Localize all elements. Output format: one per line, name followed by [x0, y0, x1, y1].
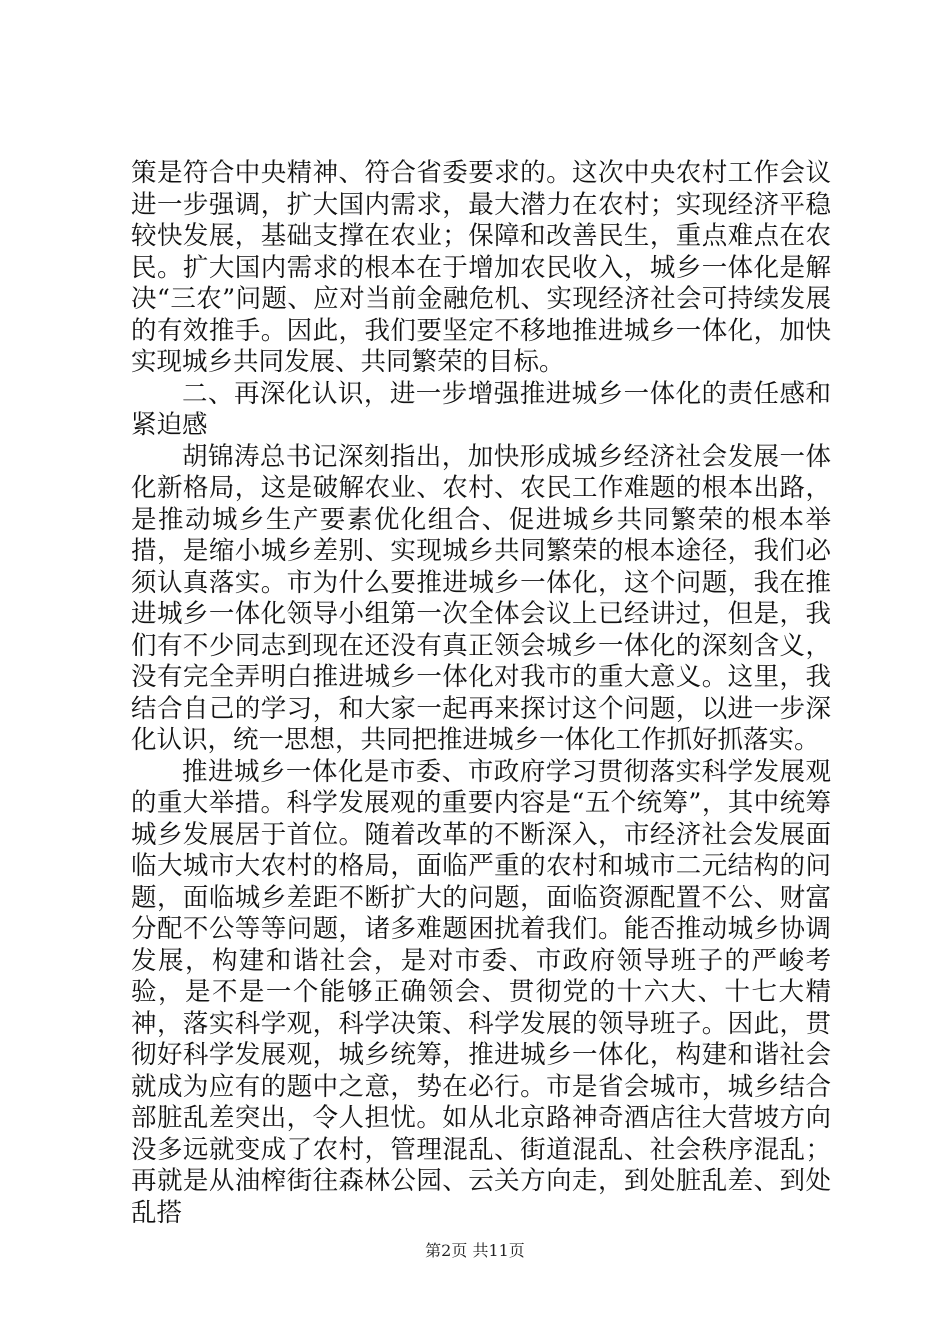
page-number-footer: 第2页 共11页 — [425, 1241, 525, 1260]
document-body — [131, 158, 831, 1229]
section-heading: 二、再深化认识，进一步增强推进城乡一体化的责任感和紧迫感 — [131, 378, 831, 440]
paragraph: 胡锦涛总书记深刻指出，加快形成城乡经济社会发展一体化新格局，这是破解农业、农村、农民工作难题的根本出路，是推动城乡生产要素优化组合、促进城乡共同繁荣的根本举措，是缩小城乡差别、实现城乡共同繁荣的根本途径，我们必须认真落实。市为什么要推进城乡一体化，这个问题，我在推进城乡一体化领导小组第一次全体会议上已经讲过，但是，我们有不少同志到现在还没有真正领会城乡一体化的深刻含义，没有完全弄明白推进城乡一体化对我市的重大意义。这里，我结合自己的学习，和大家一起再来探讨这个问题，以进一步深化认识，统一思想，共同把推进城乡一体化工作抓好抓落实。 — [131, 441, 831, 755]
paragraph-continuation: 策是符合中央精神、符合省委要求的。这次中央农村工作会议进一步强调，扩大国内需求，最大潜力在农村；实现经济平稳较快发展，基础支撑在农业；保障和改善民生，重点难点在农民。扩大国内需求的根本在于增加农民收入，城乡一体化是解决“三农”问题、应对当前金融危机、实现经济社会可持续发展的有效推手。因此，我们要坚定不移地推进城乡一体化，加快实现城乡共同发展、共同繁荣的目标。 — [131, 158, 831, 377]
paragraph: 推进城乡一体化是市委、市政府学习贯彻落实科学发展观的重大举措。科学发展观的重要内容是“五个统筹”，其中统筹城乡发展居于首位。随着改革的不断深入，市经济社会发展面临大城市大农村的格局，面临严重的农村和城市二元结构的问题，面临城乡差距不断扩大的问题，面临资源配置不公、财富分配不公等等问题，诸多难题困扰着我们。能否推动城乡协调发展，构建和谐社会，是对市委、市政府领导班子的严峻考验，是不是一个能够正确领会、贯彻党的十六大、十七大精神，落实科学观，科学决策、科学发展的领导班子。因此，贯彻好科学发展观，城乡统筹，推进城乡一体化，构建和谐社会就成为应有的题中之意，势在必行。市是省会城市，城乡结合部脏乱差突出，令人担忧。如从北京路神奇酒店往大营坡方向没多远就变成了农村，管理混乱、街道混乱、社会秩序混乱；再就是从油榨街往森林公园、云关方向走，到处脏乱差、到处乱搭 — [131, 756, 831, 1228]
